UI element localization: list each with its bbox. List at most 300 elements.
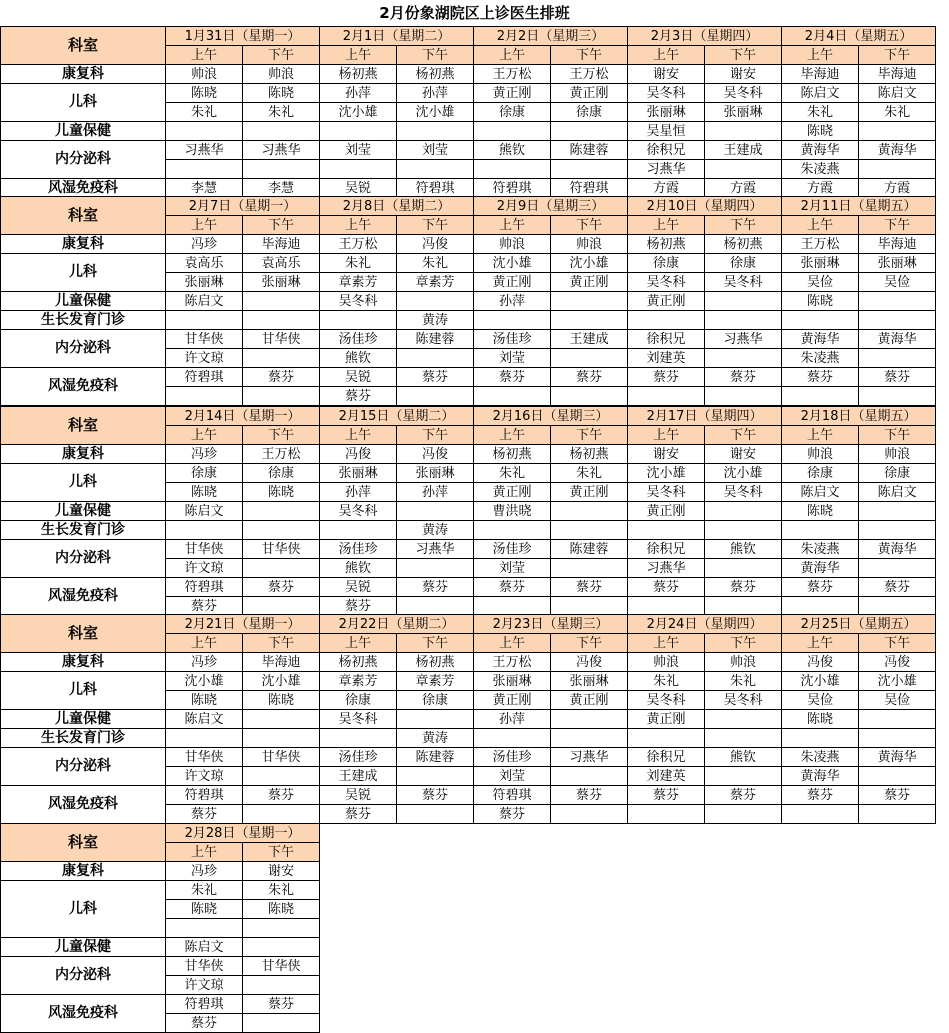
doctor-cell: 蔡芬 <box>628 578 705 597</box>
doctor-cell <box>243 1014 320 1033</box>
doctor-cell <box>705 729 782 748</box>
doctor-cell: 冯俊 <box>397 235 474 254</box>
doctor-cell: 吴俭 <box>782 691 859 710</box>
doctor-cell: 陈晓 <box>166 900 243 919</box>
doctor-cell: 黄海华 <box>859 330 936 349</box>
doctor-cell <box>859 767 936 786</box>
doctor-cell: 陈晓 <box>782 122 859 141</box>
department-name: 内分泌科 <box>1 141 166 179</box>
doctor-cell: 陈启文 <box>166 292 243 311</box>
doctor-cell <box>397 805 474 824</box>
session-pm-header: 下午 <box>243 634 320 653</box>
doctor-cell <box>243 349 320 368</box>
doctor-cell: 蔡芬 <box>782 368 859 387</box>
doctor-cell: 朱礼 <box>859 103 936 122</box>
date-header: 2月17日（星期四） <box>628 407 782 426</box>
doctor-cell <box>320 521 397 540</box>
doctor-cell: 方霞 <box>782 179 859 198</box>
doctor-cell: 吴冬科 <box>705 84 782 103</box>
session-am-header: 上午 <box>628 426 705 445</box>
session-pm-header: 下午 <box>551 216 628 235</box>
doctor-cell: 符碧琪 <box>551 179 628 198</box>
date-header: 2月11日（星期五） <box>782 197 936 216</box>
doctor-cell: 吴冬科 <box>628 273 705 292</box>
schedule-row <box>1 368 936 387</box>
department-name: 儿科 <box>1 254 166 292</box>
doctor-cell: 冯珍 <box>166 862 243 881</box>
doctor-cell <box>859 729 936 748</box>
doctor-cell <box>320 729 397 748</box>
doctor-cell <box>397 502 474 521</box>
doctor-cell <box>320 122 397 141</box>
doctor-cell: 张丽琳 <box>628 103 705 122</box>
doctor-cell: 黄正刚 <box>474 273 551 292</box>
doctor-cell: 黄涛 <box>397 729 474 748</box>
date-header: 2月28日（星期一） <box>166 824 320 843</box>
doctor-cell <box>782 729 859 748</box>
date-header: 2月16日（星期三） <box>474 407 628 426</box>
doctor-cell <box>243 387 320 406</box>
doctor-cell: 黄海华 <box>782 141 859 160</box>
doctor-cell: 朱礼 <box>705 672 782 691</box>
doctor-cell: 陈晓 <box>166 84 243 103</box>
doctor-cell: 陈建蓉 <box>551 540 628 559</box>
doctor-cell: 陈启文 <box>859 483 936 502</box>
doctor-cell: 刘建英 <box>628 349 705 368</box>
doctor-cell <box>397 387 474 406</box>
doctor-cell <box>320 160 397 179</box>
doctor-cell: 甘华侠 <box>166 330 243 349</box>
doctor-cell: 陈启文 <box>166 502 243 521</box>
session-am-header: 上午 <box>320 634 397 653</box>
doctor-cell: 王万松 <box>474 65 551 84</box>
doctor-cell: 谢安 <box>243 862 320 881</box>
schedule-row <box>1 729 936 748</box>
doctor-cell <box>474 387 551 406</box>
doctor-cell: 蔡芬 <box>705 368 782 387</box>
doctor-cell: 许文琼 <box>166 559 243 578</box>
doctor-cell: 吴冬科 <box>705 483 782 502</box>
schedule-row <box>1 311 936 330</box>
doctor-cell: 习燕华 <box>628 559 705 578</box>
doctor-cell <box>782 311 859 330</box>
doctor-cell: 陈启文 <box>166 710 243 729</box>
doctor-cell <box>397 349 474 368</box>
department-name: 儿科 <box>1 672 166 710</box>
doctor-cell: 蔡芬 <box>397 368 474 387</box>
date-header-row <box>1 197 936 216</box>
doctor-cell <box>166 160 243 179</box>
doctor-cell <box>551 767 628 786</box>
doctor-cell: 孙萍 <box>474 710 551 729</box>
schedule-row <box>1 464 936 483</box>
doctor-cell: 习燕华 <box>551 748 628 767</box>
doctor-cell <box>859 502 936 521</box>
doctor-cell: 黄正刚 <box>474 691 551 710</box>
doctor-cell: 蔡芬 <box>705 786 782 805</box>
department-column-header: 科室 <box>1 197 166 235</box>
doctor-cell: 吴冬科 <box>705 273 782 292</box>
doctor-cell: 黄海华 <box>782 330 859 349</box>
doctor-cell: 朱礼 <box>551 464 628 483</box>
department-name: 儿童保健 <box>1 710 166 729</box>
doctor-cell: 吴俭 <box>782 273 859 292</box>
doctor-cell <box>397 160 474 179</box>
doctor-cell: 沈小雄 <box>474 254 551 273</box>
session-pm-header: 下午 <box>243 843 320 862</box>
department-name: 儿科 <box>1 464 166 502</box>
department-name: 儿科 <box>1 881 166 938</box>
doctor-cell: 沈小雄 <box>320 103 397 122</box>
doctor-cell <box>166 919 243 938</box>
doctor-cell: 蔡芬 <box>628 368 705 387</box>
doctor-cell <box>705 597 782 616</box>
doctor-cell: 王万松 <box>551 65 628 84</box>
department-name: 康复科 <box>1 235 166 254</box>
session-pm-header: 下午 <box>705 216 782 235</box>
doctor-cell: 吴锐 <box>320 578 397 597</box>
doctor-cell: 冯俊 <box>551 653 628 672</box>
doctor-cell <box>859 160 936 179</box>
doctor-cell: 汤佳珍 <box>320 540 397 559</box>
session-pm-header: 下午 <box>859 426 936 445</box>
doctor-cell: 蔡芬 <box>397 786 474 805</box>
doctor-cell: 蔡芬 <box>474 805 551 824</box>
session-am-header: 上午 <box>166 216 243 235</box>
doctor-cell <box>243 559 320 578</box>
doctor-cell <box>166 311 243 330</box>
doctor-cell: 李慧 <box>166 179 243 198</box>
doctor-cell: 陈启文 <box>166 938 243 957</box>
schedule-row <box>1 862 320 881</box>
doctor-cell <box>551 559 628 578</box>
doctor-cell: 甘华侠 <box>243 330 320 349</box>
doctor-cell <box>397 292 474 311</box>
doctor-cell: 习燕华 <box>243 141 320 160</box>
schedule-row <box>1 330 936 349</box>
doctor-cell: 甘华侠 <box>243 540 320 559</box>
doctor-cell: 沈小雄 <box>628 464 705 483</box>
doctor-cell: 毕海迪 <box>859 235 936 254</box>
doctor-cell: 吴星恒 <box>628 122 705 141</box>
session-pm-header: 下午 <box>243 216 320 235</box>
doctor-cell <box>705 292 782 311</box>
doctor-cell <box>397 122 474 141</box>
doctor-cell: 刘建英 <box>628 767 705 786</box>
doctor-cell: 蔡芬 <box>551 578 628 597</box>
doctor-cell: 黄海华 <box>859 141 936 160</box>
doctor-cell <box>705 349 782 368</box>
doctor-cell: 黄海华 <box>859 540 936 559</box>
doctor-cell <box>243 311 320 330</box>
doctor-cell: 杨初燕 <box>320 653 397 672</box>
doctor-cell: 朱凌燕 <box>782 160 859 179</box>
doctor-cell <box>474 597 551 616</box>
department-name: 风湿免疫科 <box>1 995 166 1033</box>
session-pm-header: 下午 <box>551 426 628 445</box>
session-am-header: 上午 <box>320 216 397 235</box>
session-pm-header: 下午 <box>551 634 628 653</box>
doctor-cell: 杨初燕 <box>320 65 397 84</box>
doctor-cell: 帅浪 <box>551 235 628 254</box>
doctor-cell: 冯俊 <box>859 653 936 672</box>
doctor-cell: 吴冬科 <box>628 483 705 502</box>
date-header: 2月22日（星期二） <box>320 615 474 634</box>
session-am-header: 上午 <box>782 216 859 235</box>
department-name: 儿科 <box>1 84 166 122</box>
doctor-cell <box>243 597 320 616</box>
doctor-cell <box>166 521 243 540</box>
date-header: 2月25日（星期五） <box>782 615 936 634</box>
doctor-cell: 陈晓 <box>782 710 859 729</box>
doctor-cell: 甘华侠 <box>166 540 243 559</box>
schedule-row <box>1 786 936 805</box>
doctor-cell: 冯俊 <box>397 445 474 464</box>
department-column-header: 科室 <box>1 824 166 862</box>
doctor-cell: 吴冬科 <box>320 710 397 729</box>
doctor-cell: 蔡芬 <box>320 387 397 406</box>
department-name: 康复科 <box>1 65 166 84</box>
doctor-cell: 沈小雄 <box>397 103 474 122</box>
doctor-cell <box>859 597 936 616</box>
session-pm-header: 下午 <box>397 634 474 653</box>
doctor-cell <box>551 387 628 406</box>
schedule-row <box>1 957 320 976</box>
doctor-cell: 王万松 <box>243 445 320 464</box>
doctor-cell: 章素芳 <box>397 672 474 691</box>
doctor-cell: 张丽琳 <box>859 254 936 273</box>
doctor-cell: 黄正刚 <box>474 84 551 103</box>
session-am-header: 上午 <box>474 426 551 445</box>
doctor-cell: 陈晓 <box>243 691 320 710</box>
schedule-row <box>1 65 936 84</box>
doctor-cell: 陈建蓉 <box>397 748 474 767</box>
doctor-cell: 章素芳 <box>320 672 397 691</box>
doctor-cell: 冯珍 <box>166 653 243 672</box>
doctor-cell <box>397 597 474 616</box>
doctor-cell: 沈小雄 <box>551 254 628 273</box>
session-am-header: 上午 <box>320 46 397 65</box>
doctor-cell <box>705 767 782 786</box>
doctor-cell: 蔡芬 <box>859 368 936 387</box>
doctor-cell <box>397 559 474 578</box>
schedule-row <box>1 672 936 691</box>
doctor-cell: 孙萍 <box>320 84 397 103</box>
doctor-cell: 汤佳珍 <box>474 540 551 559</box>
doctor-cell: 张丽琳 <box>243 273 320 292</box>
page-title: 2月份象湖院区上诊医生排班 <box>379 4 570 22</box>
session-am-header: 上午 <box>320 426 397 445</box>
doctor-cell: 杨初燕 <box>397 65 474 84</box>
session-pm-header: 下午 <box>859 634 936 653</box>
doctor-cell: 陈启文 <box>859 84 936 103</box>
doctor-cell: 张丽琳 <box>166 273 243 292</box>
doctor-cell: 方霞 <box>705 179 782 198</box>
doctor-cell: 蔡芬 <box>166 1014 243 1033</box>
date-header: 2月1日（星期二） <box>320 27 474 46</box>
schedule-week-3 <box>0 406 936 616</box>
doctor-cell: 沈小雄 <box>859 672 936 691</box>
doctor-cell <box>628 521 705 540</box>
doctor-cell: 蔡芬 <box>551 368 628 387</box>
department-name: 生长发育门诊 <box>1 521 166 540</box>
schedule-row <box>1 292 936 311</box>
department-name: 儿童保健 <box>1 122 166 141</box>
doctor-cell <box>705 559 782 578</box>
doctor-cell: 许文琼 <box>166 767 243 786</box>
department-name: 儿童保健 <box>1 292 166 311</box>
doctor-cell <box>397 767 474 786</box>
schedule-row <box>1 122 936 141</box>
doctor-cell: 吴冬科 <box>320 502 397 521</box>
session-pm-header: 下午 <box>705 46 782 65</box>
doctor-cell: 帅浪 <box>474 235 551 254</box>
date-header: 2月24日（星期四） <box>628 615 782 634</box>
doctor-cell: 许文琼 <box>166 349 243 368</box>
session-pm-header: 下午 <box>397 426 474 445</box>
doctor-cell: 徐积兄 <box>628 330 705 349</box>
date-header: 2月14日（星期一） <box>166 407 320 426</box>
doctor-cell: 蔡芬 <box>320 805 397 824</box>
doctor-cell: 王万松 <box>320 235 397 254</box>
doctor-cell: 蔡芬 <box>782 578 859 597</box>
department-name: 内分泌科 <box>1 748 166 786</box>
doctor-cell: 徐康 <box>166 464 243 483</box>
doctor-cell: 张丽琳 <box>320 464 397 483</box>
doctor-cell: 帅浪 <box>782 445 859 464</box>
doctor-cell: 熊钦 <box>705 540 782 559</box>
doctor-cell: 习燕华 <box>166 141 243 160</box>
doctor-cell <box>705 521 782 540</box>
date-header-row <box>1 407 936 426</box>
doctor-cell: 徐康 <box>243 464 320 483</box>
schedule-week-2 <box>0 196 936 406</box>
doctor-cell: 张丽琳 <box>474 672 551 691</box>
doctor-cell: 朱礼 <box>320 254 397 273</box>
doctor-cell: 徐康 <box>705 254 782 273</box>
session-am-header: 上午 <box>782 46 859 65</box>
session-pm-header: 下午 <box>551 46 628 65</box>
doctor-cell: 吴冬科 <box>628 84 705 103</box>
session-am-header: 上午 <box>782 634 859 653</box>
doctor-cell: 陈建蓉 <box>551 141 628 160</box>
doctor-cell: 蔡芬 <box>243 368 320 387</box>
session-am-header: 上午 <box>474 46 551 65</box>
doctor-cell <box>397 710 474 729</box>
doctor-cell: 朱礼 <box>628 672 705 691</box>
doctor-cell <box>243 767 320 786</box>
doctor-cell <box>705 710 782 729</box>
doctor-cell: 甘华侠 <box>166 957 243 976</box>
schedule-row <box>1 710 936 729</box>
doctor-cell: 符碧琪 <box>474 179 551 198</box>
department-name: 内分泌科 <box>1 540 166 578</box>
doctor-cell: 吴锐 <box>320 179 397 198</box>
doctor-cell: 帅浪 <box>243 65 320 84</box>
doctor-cell: 习燕华 <box>397 540 474 559</box>
date-header: 2月9日（星期三） <box>474 197 628 216</box>
doctor-cell: 冯俊 <box>782 653 859 672</box>
doctor-cell: 汤佳珍 <box>320 748 397 767</box>
doctor-cell: 蔡芬 <box>859 578 936 597</box>
doctor-cell <box>166 729 243 748</box>
department-name: 儿童保健 <box>1 502 166 521</box>
doctor-cell: 袁高乐 <box>243 254 320 273</box>
date-header-row <box>1 615 936 634</box>
doctor-cell <box>474 160 551 179</box>
doctor-cell <box>628 387 705 406</box>
doctor-cell <box>243 160 320 179</box>
doctor-cell: 陈建蓉 <box>397 330 474 349</box>
doctor-cell: 黄涛 <box>397 521 474 540</box>
department-name: 儿童保健 <box>1 938 166 957</box>
schedule-week-1 <box>0 26 936 198</box>
date-header: 2月18日（星期五） <box>782 407 936 426</box>
doctor-cell: 冯珍 <box>166 235 243 254</box>
doctor-cell: 孙萍 <box>397 483 474 502</box>
doctor-cell: 陈启文 <box>782 84 859 103</box>
doctor-cell: 徐积兄 <box>628 540 705 559</box>
doctor-cell: 冯珍 <box>166 445 243 464</box>
schedule-week-4 <box>0 614 936 824</box>
doctor-cell: 徐康 <box>859 464 936 483</box>
doctor-cell: 陈晓 <box>166 691 243 710</box>
date-header: 2月21日（星期一） <box>166 615 320 634</box>
doctor-cell: 李慧 <box>243 179 320 198</box>
doctor-cell: 沈小雄 <box>243 672 320 691</box>
doctor-cell <box>782 521 859 540</box>
doctor-cell: 帅浪 <box>628 653 705 672</box>
doctor-cell: 朱凌燕 <box>782 349 859 368</box>
doctor-cell: 黄正刚 <box>628 710 705 729</box>
doctor-cell: 谢安 <box>628 445 705 464</box>
doctor-cell: 谢安 <box>705 445 782 464</box>
doctor-cell: 朱礼 <box>782 103 859 122</box>
doctor-cell: 吴冬科 <box>705 691 782 710</box>
schedule-row <box>1 84 936 103</box>
session-pm-header: 下午 <box>705 426 782 445</box>
doctor-cell: 徐康 <box>782 464 859 483</box>
doctor-cell: 王万松 <box>782 235 859 254</box>
doctor-cell <box>782 597 859 616</box>
schedule-row <box>1 521 936 540</box>
doctor-cell: 吴冬科 <box>628 691 705 710</box>
doctor-cell <box>551 292 628 311</box>
doctor-cell: 吴冬科 <box>320 292 397 311</box>
schedule-row <box>1 653 936 672</box>
doctor-cell: 蔡芬 <box>397 578 474 597</box>
doctor-cell: 徐康 <box>320 691 397 710</box>
doctor-cell: 帅浪 <box>705 653 782 672</box>
doctor-cell <box>628 597 705 616</box>
doctor-cell: 杨初燕 <box>551 445 628 464</box>
department-name: 生长发育门诊 <box>1 729 166 748</box>
doctor-cell <box>320 311 397 330</box>
date-header: 2月2日（星期三） <box>474 27 628 46</box>
doctor-cell: 符碧琪 <box>474 786 551 805</box>
doctor-cell <box>859 521 936 540</box>
department-name: 生长发育门诊 <box>1 311 166 330</box>
doctor-cell: 袁高乐 <box>166 254 243 273</box>
doctor-cell: 蔡芬 <box>782 786 859 805</box>
doctor-cell: 蔡芬 <box>859 786 936 805</box>
doctor-cell <box>474 122 551 141</box>
doctor-cell: 黄海华 <box>782 559 859 578</box>
schedule-row <box>1 578 936 597</box>
session-pm-header: 下午 <box>705 634 782 653</box>
doctor-cell: 方霞 <box>859 179 936 198</box>
doctor-cell <box>551 521 628 540</box>
